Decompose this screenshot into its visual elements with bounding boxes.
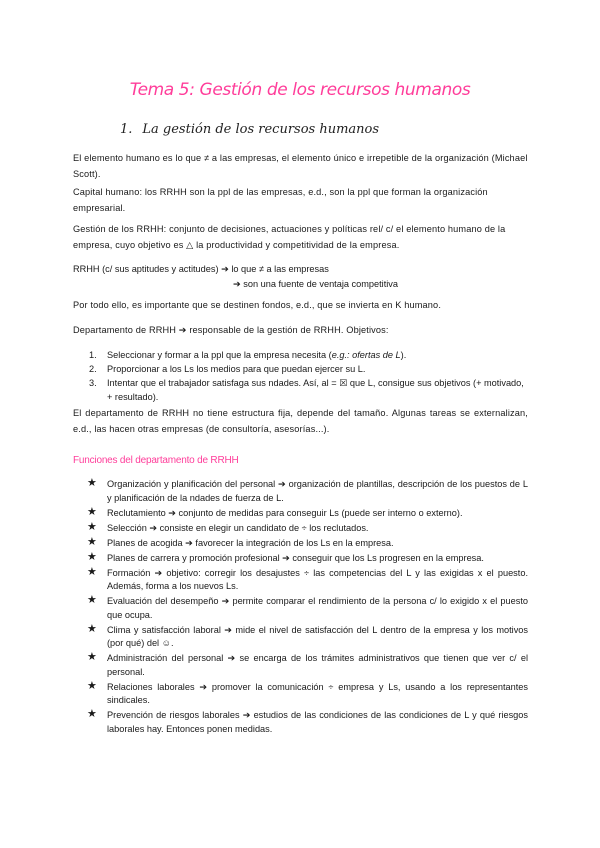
functions-subheading: Funciones del departamento de RRHH xyxy=(73,455,239,466)
section-heading xyxy=(120,122,379,137)
list-item-text: Relaciones laborales ➔ promover la comunicación ÷ empresa y Ls, usando a los representantes sindicales. xyxy=(107,681,528,705)
list-item-text: Planes de acogida ➔ favorecer la integración de los Ls en la empresa. xyxy=(107,537,394,548)
star-icon: ★ xyxy=(87,565,97,578)
list-item-text: Formación ➔ objetivo: corregir los desajustes ÷ las competencias del L y las exigidas x el puesto. Además, forma a los nuevos Ls. xyxy=(107,567,528,591)
list-item xyxy=(73,652,528,679)
star-icon: ★ xyxy=(87,550,97,563)
section-number: 1. xyxy=(120,122,133,137)
list-item-text: Organización y planificación del personal ➔ organización de plantillas, descripción de los puestos de L y planificación de la ndades de fuerza de L. xyxy=(107,479,528,503)
paragraph-estructura: El departamento de RRHH no tiene estructura fija, depende del tamaño. Algunas tareas se externalizan, e.d., las hacen otras empresas (de consultoría, asesorías...). xyxy=(73,408,528,434)
star-icon: ★ xyxy=(87,477,97,489)
list-item-text: Evaluación del desempeño ➔ permite comparar el rendimiento de la persona c/ lo exigido x el puesto que ocupa. xyxy=(107,596,528,620)
list-item xyxy=(73,522,528,536)
objectives-list xyxy=(73,348,528,404)
list-item-text: Intentar que el trabajador satisfaga sus ndades. Así, al = ☒ que L, consigue sus objetivos (+ motivado, + resultado). xyxy=(107,378,524,402)
list-item xyxy=(73,478,528,505)
page-title: Tema 5: Gestión de los recursos humanos xyxy=(129,80,471,100)
list-item-text-end: ). xyxy=(400,350,407,360)
list-item xyxy=(73,595,528,622)
list-item-text: Planes de carrera y promoción profesional ➔ conseguir que los Ls progresen en la empresa. xyxy=(107,552,484,563)
list-number: 1. xyxy=(89,350,97,360)
paragraph-capital-humano: Capital humano: los RRHH son la ppl de las empresas, e.d., son la ppl que forman la organización empresarial. xyxy=(73,187,488,213)
list-item xyxy=(73,681,528,708)
rrhh-line-2: ➔ son una fuente de ventaja competitiva xyxy=(233,279,399,289)
list-item-text: Selección ➔ consiste en elegir un candidato de ÷ los reclutados. xyxy=(107,522,369,533)
star-icon: ★ xyxy=(87,520,97,533)
list-item xyxy=(73,624,528,651)
list-item xyxy=(73,567,528,594)
list-item xyxy=(73,552,528,566)
star-icon: ★ xyxy=(87,505,97,518)
star-icon: ★ xyxy=(87,622,97,635)
star-icon: ★ xyxy=(87,535,97,548)
list-item-text: Clima y satisfacción laboral ➔ mide el nivel de satisfacción del L dentro de la empresa y los motivos (por qué) del ☺. xyxy=(107,624,528,648)
list-item-text: Administración del personal ➔ se encarga de los trámites administrativos que tienen que ver c/ el personal. xyxy=(107,653,528,677)
list-item xyxy=(73,376,528,404)
list-item-text: Proporcionar a los Ls los medios para que puedan ejercer su L. xyxy=(107,364,366,374)
star-icon: ★ xyxy=(87,708,97,720)
list-number: 3. xyxy=(89,378,97,388)
list-item xyxy=(73,348,528,362)
paragraph-gestion-rrhh: Gestión de los RRHH: conjunto de decisiones, actuaciones y políticas rel/ c/ el elemento humano de la empresa, cuyo objetivo es △ la productividad y competitividad de la empresa. xyxy=(73,224,506,250)
paragraph-departamento: Departamento de RRHH ➔ responsable de la gestión de RRHH. Objetivos: xyxy=(73,325,389,335)
list-item-example: e.g.: ofertas de L xyxy=(331,350,401,360)
list-item xyxy=(73,362,528,376)
list-item-text: Prevención de riesgos laborales ➔ estudios de las condiciones de las condiciones de L y qué riesgos laborales hay. Entonces ponen medidas. xyxy=(107,710,528,734)
list-item-text: Seleccionar y formar a la ppl que la empresa necesita ( xyxy=(107,350,332,360)
star-icon: ★ xyxy=(87,594,97,606)
list-item-text: Reclutamiento ➔ conjunto de medidas para conseguir Ls (puede ser interno o externo). xyxy=(107,507,463,518)
star-icon: ★ xyxy=(87,651,97,663)
paragraph-elemento-humano: El elemento humano es lo que ≠ a las empresas, el elemento único e irrepetible de la organización (Michael Scott). xyxy=(73,153,528,179)
star-icon: ★ xyxy=(87,679,97,692)
paragraph-inversion: Por todo ello, es importante que se destinen fondos, e.d., que se invierta en K humano. xyxy=(73,300,442,310)
functions-list xyxy=(73,478,528,738)
list-number: 2. xyxy=(89,364,97,374)
list-item xyxy=(73,709,528,736)
list-item xyxy=(73,507,528,521)
rrhh-line-1: RRHH (c/ sus aptitudes y actitudes) ➔ lo que ≠ a las empresas xyxy=(73,264,329,274)
list-item xyxy=(73,537,528,551)
section-heading-text: La gestión de los recursos humanos xyxy=(142,122,380,137)
